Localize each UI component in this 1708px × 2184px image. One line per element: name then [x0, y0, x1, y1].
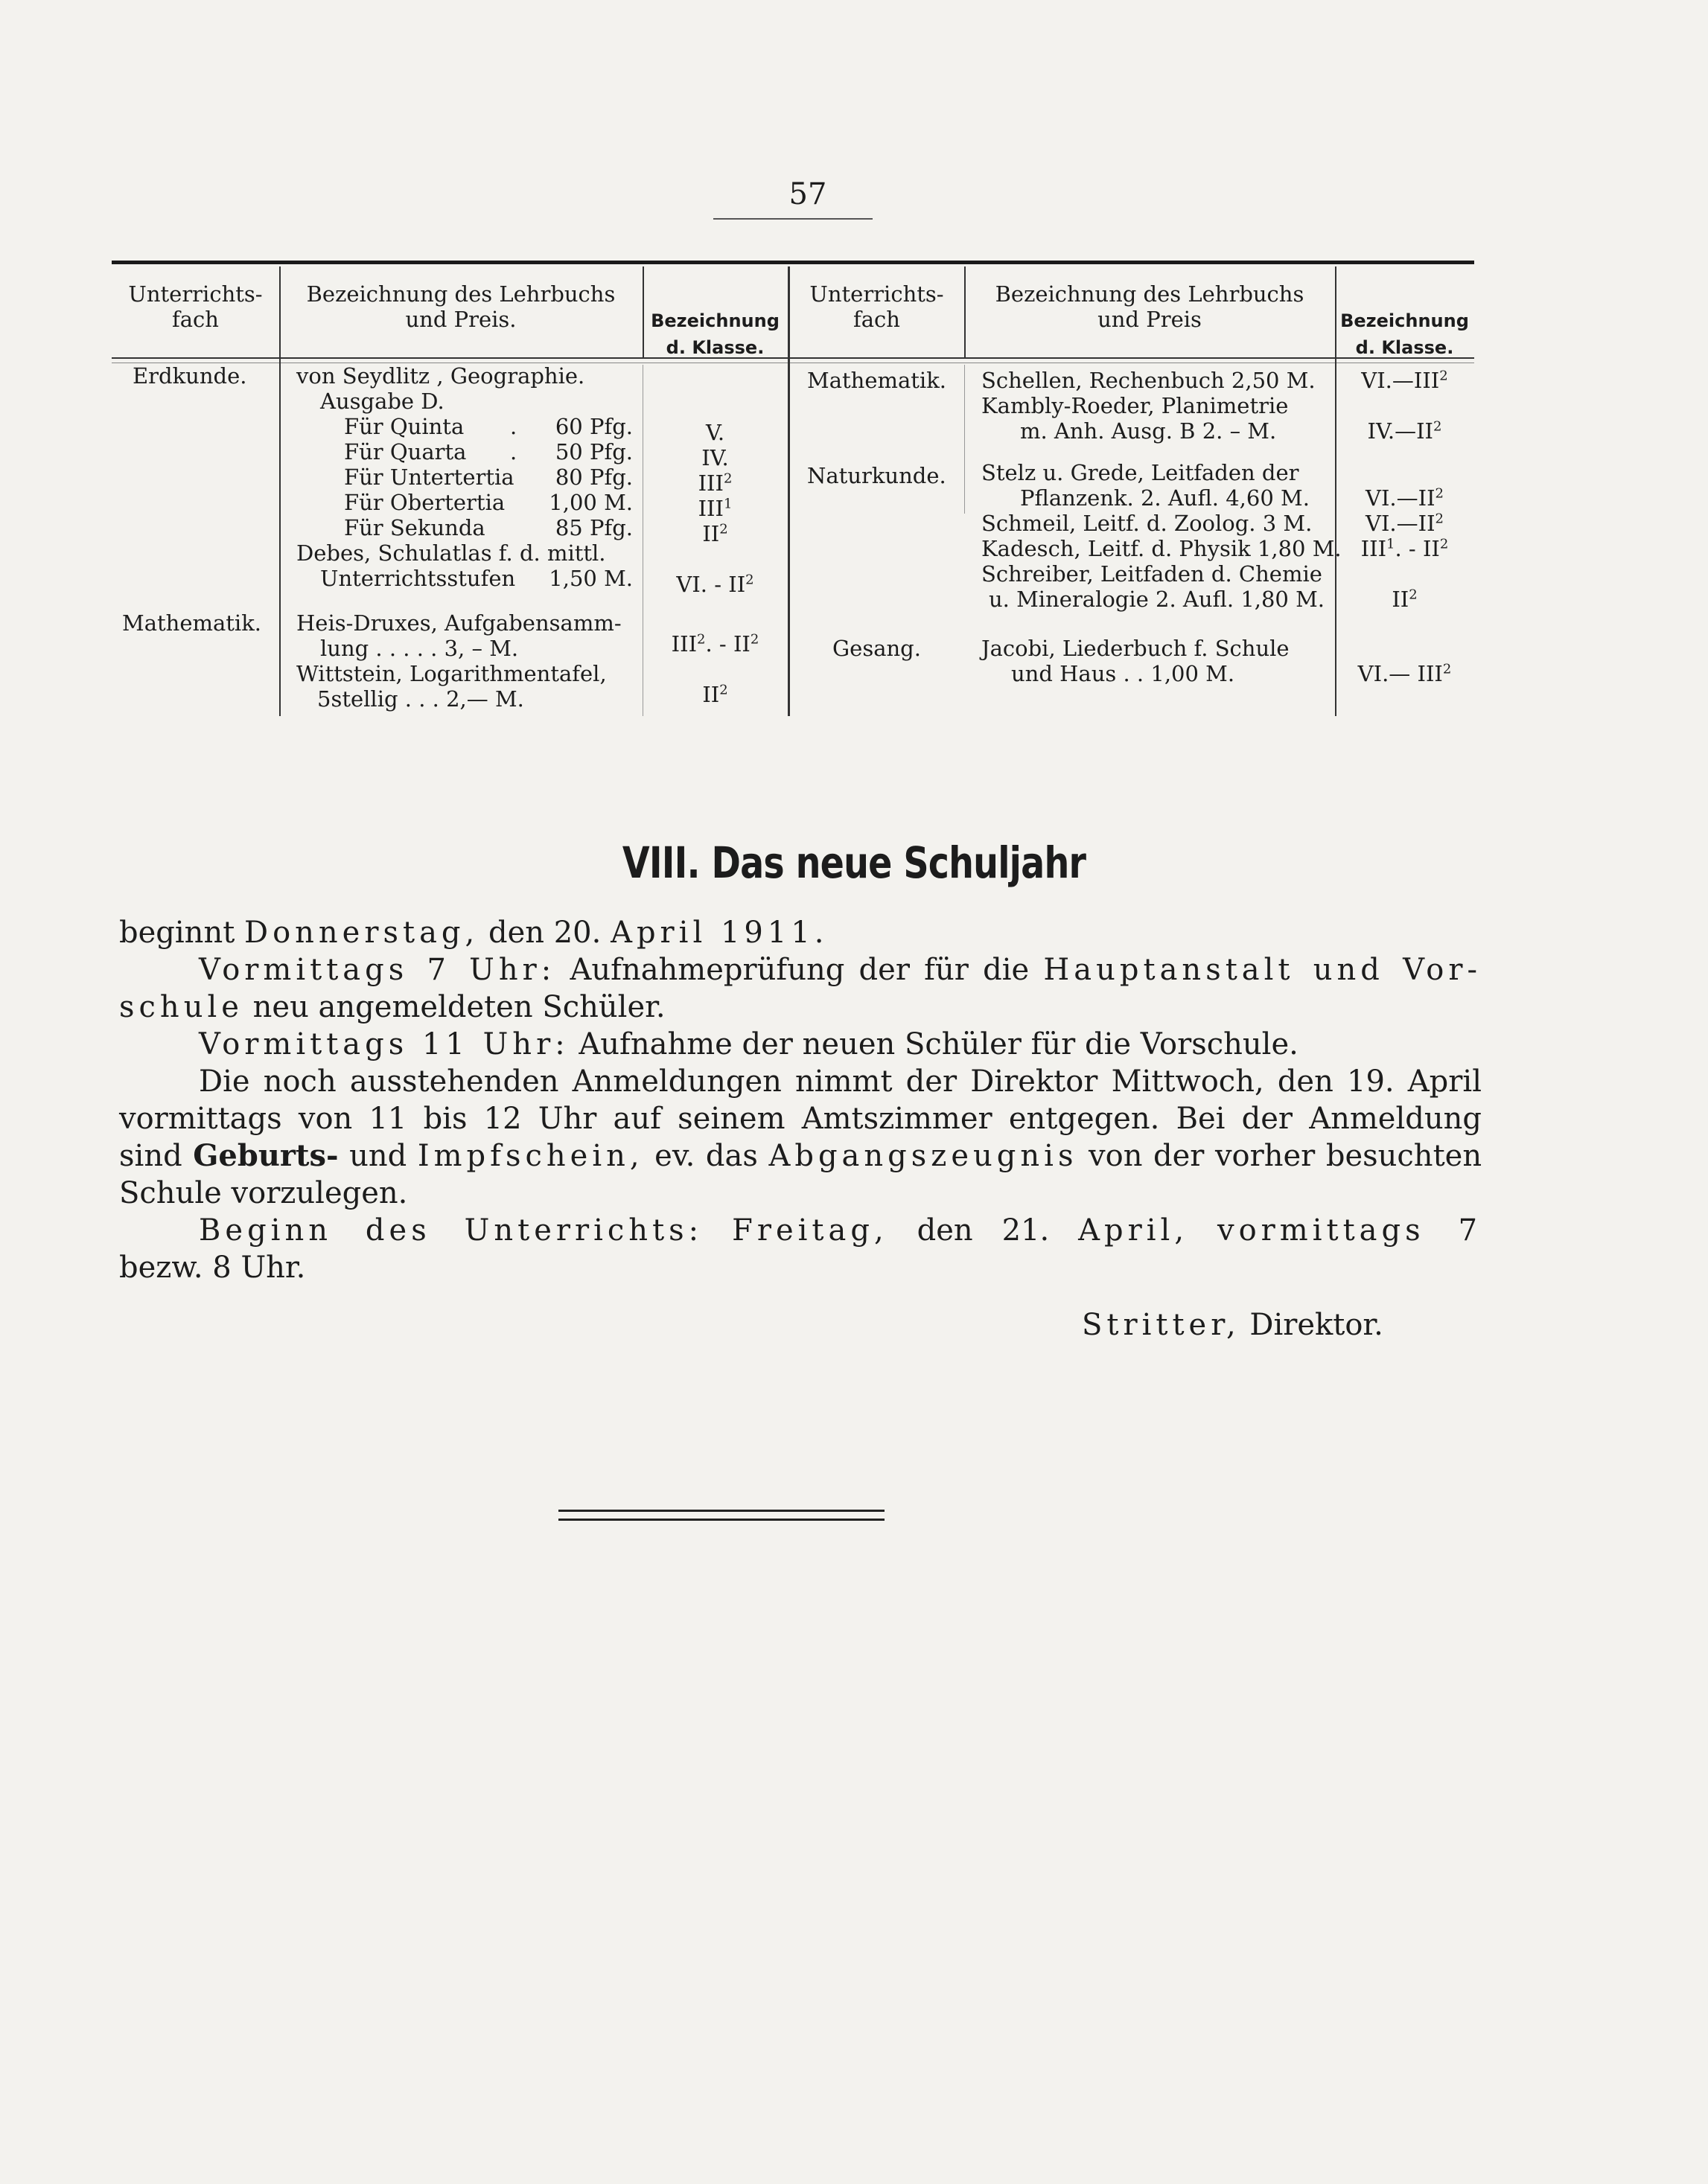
table-header-rule — [112, 357, 1474, 359]
book-heis: Heis-Druxes, Aufgabensamm- — [296, 610, 622, 636]
class-stelz-text: VI.—II — [1366, 485, 1435, 511]
class-jacobi — [1335, 661, 1474, 686]
section-title: VIII. Das neue Schuljahr — [622, 837, 1086, 888]
subject-erdkunde: Erdkunde. — [133, 363, 247, 389]
book-quarta: Für Quarta — [344, 439, 467, 464]
class-wittstein — [643, 682, 788, 707]
class-debes-text: VI. - II — [676, 572, 746, 597]
text-spaced: Impfschein, — [417, 1139, 644, 1173]
book-wittstein: Wittstein, Logarithmentafel, — [296, 661, 607, 686]
class-debes-sup: 2 — [745, 572, 754, 588]
header-class-right — [1335, 281, 1474, 360]
text-spaced: Hauptanstalt und Vor- — [1043, 953, 1482, 987]
book-stufen-price: 1,50 M. — [549, 566, 633, 591]
body-line: Die noch ausstehenden Anmeldungen nimmt der Direktor Mittwoch, den 19. April — [199, 1064, 1482, 1099]
book-quarta-dot: . — [510, 439, 517, 464]
class-heis-a: III — [671, 631, 698, 657]
text-spaced: Donnerstag, — [244, 916, 479, 950]
page-number-rule — [713, 218, 873, 220]
book-stellig: 5stellig . . . 2,— M. — [317, 686, 524, 712]
class-schellen-text: VI.—III — [1361, 368, 1440, 393]
book-untertertia-price: 80 Pfg. — [555, 464, 633, 490]
column-divider — [279, 266, 281, 716]
text-span: den 21. — [917, 1213, 1050, 1248]
book-stufen: Unterrichtsstufen — [320, 566, 516, 591]
class-untertertia-sup: 2 — [723, 470, 733, 487]
class-wittstein-text: II — [702, 682, 720, 707]
text-spaced: April, — [1078, 1213, 1189, 1248]
header-subject: Unterrichts- fach — [128, 281, 263, 332]
header-book: Bezeichnung des Lehrbuchs und Preis. — [306, 281, 616, 332]
class-kadesch-a: III — [1360, 536, 1387, 561]
class-jacobi-sup: 2 — [1442, 661, 1452, 677]
body-line — [119, 951, 1482, 989]
class-schmeil — [1335, 511, 1474, 536]
text-span: von der vorher besuchten — [1089, 1139, 1482, 1173]
text-span: ev. das — [654, 1139, 758, 1173]
class-sekunda-sup: 2 — [719, 521, 728, 537]
text-spaced: Freitag, — [732, 1213, 888, 1248]
text-spaced: schule — [119, 990, 243, 1024]
text-span: Aufnahmeprüfung der für die — [570, 953, 1030, 987]
text-span: und — [349, 1139, 407, 1173]
text-bold: Geburts- — [193, 1138, 339, 1173]
page-number: 57 — [788, 177, 827, 211]
class-stelz-sup: 2 — [1435, 485, 1444, 502]
body-text — [119, 914, 1482, 1286]
book-schreiber: Schreiber, Leitfaden d. Chemie — [981, 561, 1322, 587]
class-quinta: V. — [705, 420, 725, 445]
book-seydlitz: von Seydlitz , Geographie. — [296, 363, 585, 389]
book-sekunda: Für Sekunda — [344, 515, 485, 540]
class-heis-sup-b: 2 — [750, 631, 759, 648]
class-obertertia — [643, 496, 788, 521]
class-obertertia-text: III — [698, 496, 724, 521]
class-wittstein-sup: 2 — [719, 682, 728, 698]
text-spaced: Vormittags 7 Uhr: — [199, 953, 556, 987]
text-spaced: vormittags 7 — [1217, 1213, 1482, 1248]
header-class-right-text: Bezeichnung d. Klasse. — [1340, 310, 1469, 358]
book-schmeil: Schmeil, Leitf. d. Zoolog. 3 M. — [981, 511, 1313, 536]
book-pflanzenk: Pflanzenk. 2. Aufl. 4,60 M. — [1020, 485, 1310, 511]
text-span: den 20. — [488, 916, 602, 950]
column-divider — [788, 266, 790, 716]
body-line: bezw. 8 Uhr. — [119, 1251, 306, 1285]
book-mineralogie: u. Mineralogie 2. Aufl. 1,80 M. — [989, 587, 1325, 612]
class-untertertia — [643, 470, 788, 496]
class-quarta: IV. — [701, 445, 729, 470]
book-ausgabe: Ausgabe D. — [320, 389, 444, 414]
column-divider — [964, 365, 965, 514]
subject-mathematik-right: Mathematik. — [807, 368, 946, 393]
book-kambly: Kambly-Roeder, Planimetrie — [981, 393, 1289, 418]
body-line — [119, 1026, 1482, 1063]
book-quinta-dot: . — [510, 414, 517, 439]
class-schellen — [1335, 368, 1474, 393]
book-jacobi: Jacobi, Liederbuch f. Schule — [981, 636, 1290, 661]
book-quinta-price: 60 Pfg. — [555, 414, 633, 439]
text-span: Aufnahme der neuen Schüler für die Vorschule. — [579, 1027, 1298, 1061]
class-debes — [643, 572, 788, 597]
header-subject-right: Unterrichts- fach — [809, 281, 944, 332]
book-lung: lung . . . . . 3, – M. — [320, 636, 519, 661]
class-obertertia-sup: 1 — [723, 496, 733, 512]
class-jacobi-text: VI.— III — [1357, 661, 1443, 686]
subject-gesang: Gesang. — [832, 636, 921, 661]
header-class-text: Bezeichnung d. Klasse. — [651, 310, 780, 358]
class-sekunda — [643, 521, 788, 546]
class-untertertia-text: III — [698, 470, 724, 496]
book-stelz: Stelz u. Grede, Leitfaden der — [981, 460, 1299, 485]
text-span: sind — [119, 1139, 182, 1173]
class-kadesch-sup-a: 1 — [1386, 536, 1395, 552]
book-haus: und Haus . . 1,00 M. — [1011, 661, 1235, 686]
end-rule-top — [558, 1510, 885, 1512]
header-class — [643, 281, 788, 360]
text-span: beginnt — [119, 916, 235, 950]
header-book-right: Bezeichnung des Lehrbuchs und Preis — [995, 281, 1304, 332]
book-untertertia: Für Untertertia — [344, 464, 514, 490]
book-sekunda-price: 85 Pfg. — [555, 515, 633, 540]
class-schreiber-text: II — [1392, 587, 1409, 612]
body-line — [119, 989, 1482, 1026]
body-line — [119, 1212, 1482, 1249]
book-kadesch: Kadesch, Leitf. d. Physik 1,80 M. — [981, 536, 1342, 561]
table-top-rule — [112, 261, 1474, 264]
textbook-table — [112, 261, 1474, 718]
class-schmeil-text: VI.—II — [1366, 511, 1435, 536]
book-anh: m. Anh. Ausg. B 2. – M. — [1020, 418, 1277, 444]
class-kambly-sup: 2 — [1433, 418, 1442, 435]
end-rule-bottom — [558, 1519, 885, 1521]
text-spaced: Vormittags 11 Uhr: — [199, 1027, 570, 1061]
class-heis-b: . - II — [705, 631, 751, 657]
signature-name: Stritter, — [1082, 1308, 1240, 1342]
class-kadesch-sup-b: 2 — [1439, 536, 1449, 552]
class-kadesch-b: . - II — [1395, 536, 1440, 561]
subject-naturkunde: Naturkunde. — [807, 463, 946, 488]
class-kambly-text: IV.—II — [1367, 418, 1433, 444]
body-line — [119, 914, 1482, 951]
class-schreiber-sup: 2 — [1409, 587, 1418, 603]
book-schellen: Schellen, Rechenbuch 2,50 M. — [981, 368, 1316, 393]
class-kadesch — [1335, 536, 1474, 561]
body-line — [119, 1137, 1482, 1175]
class-heis — [643, 631, 788, 657]
subject-mathematik: Mathematik. — [122, 610, 261, 636]
text-spaced: Beginn des Unterrichts: — [199, 1213, 704, 1248]
book-obertertia: Für Obertertia — [344, 490, 506, 515]
class-schellen-sup: 2 — [1439, 368, 1448, 384]
class-heis-sup-a: 2 — [697, 631, 706, 648]
body-line: Schule vorzulegen. — [119, 1176, 408, 1210]
book-quinta: Für Quinta — [344, 414, 465, 439]
class-kambly — [1335, 418, 1474, 444]
book-obertertia-price: 1,00 M. — [549, 490, 633, 515]
text-spaced: Abgangszeugnis — [768, 1139, 1078, 1173]
class-schreiber — [1335, 587, 1474, 612]
signature — [1082, 1308, 1383, 1342]
book-quarta-price: 50 Pfg. — [555, 439, 633, 464]
body-line: vormittags von 11 bis 12 Uhr auf seinem Amtszimmer entgegen. Bei der Anmeldung — [119, 1102, 1482, 1136]
class-stelz — [1335, 485, 1474, 511]
text-span: neu angemeldeten Schüler. — [252, 990, 666, 1024]
class-schmeil-sup: 2 — [1435, 511, 1444, 527]
signature-title: Direktor. — [1249, 1308, 1383, 1342]
text-spaced: April 1911. — [611, 916, 829, 950]
book-debes: Debes, Schulatlas f. d. mittl. — [296, 540, 606, 566]
class-sekunda-text: II — [702, 521, 720, 546]
